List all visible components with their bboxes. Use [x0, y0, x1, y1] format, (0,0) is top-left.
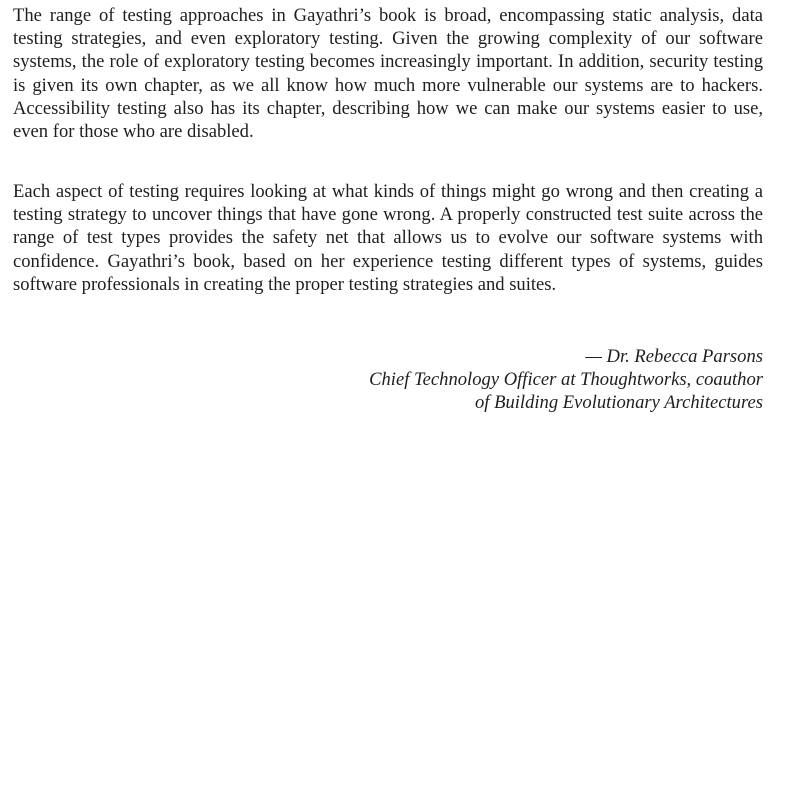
attribution-title-line-1: Chief Technology Officer at Thoughtworks, coauthor	[369, 369, 763, 391]
attribution-block	[163, 345, 763, 415]
paragraph-testing-approaches: The range of testing approaches in Gayathri’s book is broad, encompassing static analysis, data testing strategies, and even exploratory testing. Given the growing complexity of our software systems, the role of exploratory testing becomes increasingly important. In addition, security testing is given its own chapter, as we all know how much more vulnerable our systems are to hackers. Accessibility testing also has its chapter, describing how we can make our systems easier to use, even for those who are disabled.	[13, 5, 763, 143]
attribution-author: — Dr. Rebecca Parsons	[585, 346, 763, 367]
attribution-title-line-2: of Building Evolutionary Architectures	[475, 392, 763, 414]
paragraph-testing-strategy: Each aspect of testing requires looking at what kinds of things might go wrong and then creating a testing strategy to uncover things that have gone wrong. A properly constructed test suite across the range of test types provides the safety net that allows us to evolve our software systems with confidence. Gayathri’s book, based on her experience testing different types of systems, guides software professionals in creating the proper testing strategies and suites.	[13, 181, 763, 295]
